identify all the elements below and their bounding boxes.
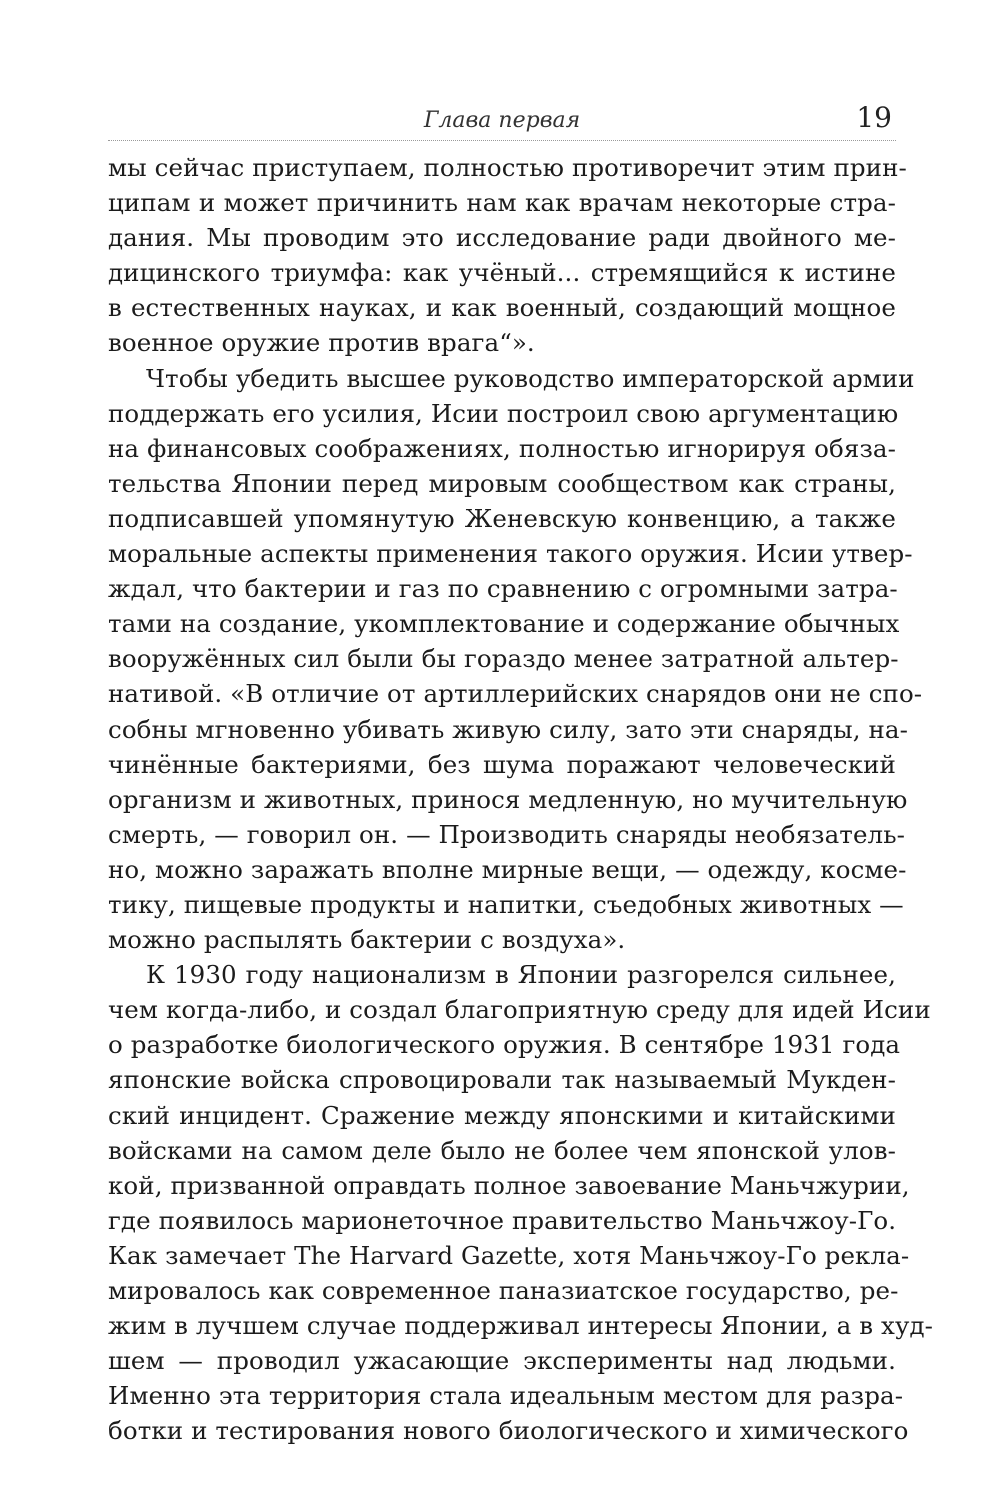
text-line: подписавшей упомянутую Женевскую конвенцию, а также [108,503,896,533]
text-line: ждал, что бактерии и газ по сравнению с огромными затра- [108,574,898,604]
text-line: Как замечает The Harvard Gazette, хотя Маньчжоу-Го рекла- [108,1240,910,1270]
text-line: нативой. «В отличие от артиллерийских снарядов они не спо- [108,679,923,709]
text-line: смерть, — говорил он. — Производить снаряды необязатель- [108,819,906,849]
text-line: тельства Японии перед мировым сообществом как страны, [108,468,896,498]
text-line: К 1930 году национализм в Японии разгорелся сильнее, [146,960,896,990]
page-number: 19 [856,101,892,134]
text-line: ботки и тестирования нового биологического и химического [108,1416,909,1446]
text-line: в естественных науках, и как военный, создающий мощное [108,293,896,323]
text-line: Чтобы убедить высшее руководство императорской армии [146,363,915,393]
running-header [108,98,896,141]
paragraph [108,361,923,958]
text-line: дания. Мы проводим это исследование ради двойного ме- [108,223,896,253]
chapter-title: Глава первая [423,108,581,133]
text-line: жим в лучшем случае поддерживал интересы Японии, а в худ- [108,1311,934,1341]
text-line: войсками на самом деле было не более чем японской улов- [108,1135,896,1165]
text-line: шем — проводил ужасающие эксперименты над людьми. [108,1346,896,1376]
text-line: где появилось марионеточное правительство Маньчжоу-Го. [108,1205,897,1235]
text-line: вооружённых сил были бы гораздо менее затратной альтер- [108,644,899,674]
text-line: тами на создание, укомплектование и содержание обычных [108,609,900,639]
text-line: мировалось как современное паназиатское государство, ре- [108,1276,899,1305]
text-line: кой, призванной оправдать полное завоевание Маньчжурии, [108,1170,910,1200]
body-text [108,150,934,1448]
text-line: поддержать его усилия, Исии построил свою аргументацию [108,398,899,428]
text-line: моральные аспекты применения такого оружия. Исии утвер- [108,539,913,569]
text-line: военное оружие против врага“». [108,328,535,358]
text-line: организм и животных, принося медленную, но мучительную [108,784,908,814]
text-line: собны мгновенно убивать живую силу, зато эти снаряды, на- [108,714,908,744]
text-line: чем когда-либо, и создал благоприятную среду для идей Исии [108,995,931,1025]
text-line: тику, пищевые продукты и напитки, съедобных животных — [108,889,904,919]
text-line: о разработке биологического оружия. В сентябре 1931 года [108,1030,901,1060]
text-line: Именно эта территория стала идеальным местом для разра- [108,1381,904,1411]
text-line: дицинского триумфа: как учёный... стремящийся к истине [108,258,896,288]
paragraph [108,957,934,1448]
text-line: ский инцидент. Сражение между японскими и китайскими [108,1100,896,1130]
paragraph [108,150,907,361]
text-line: мы сейчас приступаем, полностью противоречит этим прин- [108,153,907,182]
text-line: ципам и может причинить нам как врачам некоторые стра- [108,188,896,218]
text-line: можно распылять бактерии с воздуха». [108,925,626,955]
text-line: но, можно заражать вполне мирные вещи, — одежду, косме- [108,854,907,884]
text-line: на финансовых соображениях, полностью игнорируя обяза- [108,433,896,463]
text-line: японские войска спровоцировали так называемый Мукден- [108,1065,896,1095]
text-line: чинённые бактериями, без шума поражают человеческий [108,749,896,779]
